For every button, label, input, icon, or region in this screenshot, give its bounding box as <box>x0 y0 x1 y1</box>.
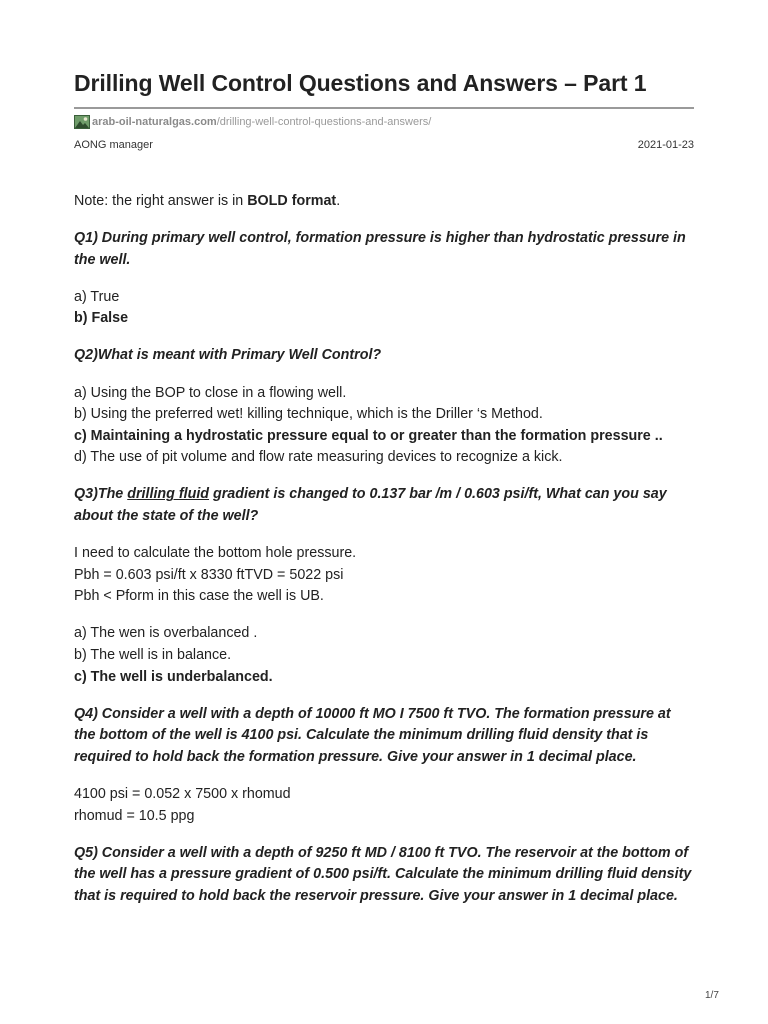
question-3: Q3)The drilling fluid gradient is changed to 0.137 bar /m / 0.603 psi/ft, What can you say about the state of the well? <box>74 486 667 525</box>
working-4: 4100 psi = 0.052 x 7500 x rhomud rhomud = 10.5 ppg <box>74 785 291 824</box>
question-2: Q2)What is meant with Primary Well Control? <box>74 347 382 364</box>
question-5: Q5) Consider a well with a depth of 9250 ft MD / 8100 ft TVO. The reservoir at the bottom of the well has a pressure gradient of 0.500 psi/ft. Calculate the minimum drilling fluid density that is required to hold back the reservoir pressure. Give your answer in 1 decimal place. <box>74 844 692 904</box>
answer-option: b) The well is in balance. <box>74 647 232 663</box>
note: Note: the right answer is in BOLD format. <box>74 193 341 209</box>
url-path[interactable]: /drilling-well-control-questions-and-answers/ <box>216 116 432 128</box>
site-favicon-icon <box>74 115 90 129</box>
correct-answer: c) The well is underbalanced. <box>74 668 273 685</box>
page-number: 1/7 <box>705 990 719 1001</box>
source-url[interactable] <box>74 114 431 130</box>
url-domain[interactable]: arab-oil-naturalgas.com <box>92 116 217 128</box>
correct-answer: c) Maintaining a hydrostatic pressure equal to or greater than the formation pressure .. <box>74 427 663 444</box>
question-1: Q1) During primary well control, formation pressure is higher than hydrostatic pressure in the well. <box>74 230 686 268</box>
title-divider <box>74 107 694 109</box>
answer-option: b) Using the preferred wet! killing technique, which is the Driller ‘s Method. <box>74 406 543 423</box>
correct-answer: b) False <box>74 310 129 327</box>
answers-2 <box>74 383 694 469</box>
working-3: I need to calculate the bottom hole pressure. Pbh = 0.603 psi/ft x 8330 ftTVD = 5022 psi Pbh < Pform in this case the well is UB. <box>74 545 357 605</box>
answer-option: a) True <box>74 288 120 305</box>
answers-3 <box>74 623 694 688</box>
publish-date: 2021-01-23 <box>637 139 694 151</box>
page-title: Drilling Well Control Questions and Answers – Part 1 <box>74 70 647 96</box>
drilling-fluid-link[interactable]: drilling fluid <box>127 486 210 503</box>
article-body <box>74 191 694 923</box>
answers-1 <box>74 287 694 330</box>
meta-row <box>74 139 694 151</box>
author: AONG manager <box>74 139 153 151</box>
answer-option: a) Using the BOP to close in a flowing well. <box>74 384 347 401</box>
answer-option: a) The wen is overbalanced . <box>74 625 258 642</box>
answer-option: d) The use of pit volume and flow rate measuring devices to recognize a kick. <box>74 449 563 466</box>
question-4: Q4) Consider a well with a depth of 10000 ft MO I 7500 ft TVO. The formation pressure at the bottom of the well is 4100 psi. Calculate the minimum drilling fluid density that is required to hold back the formation pressure. Give your answer in 1 decimal place. <box>74 705 671 765</box>
